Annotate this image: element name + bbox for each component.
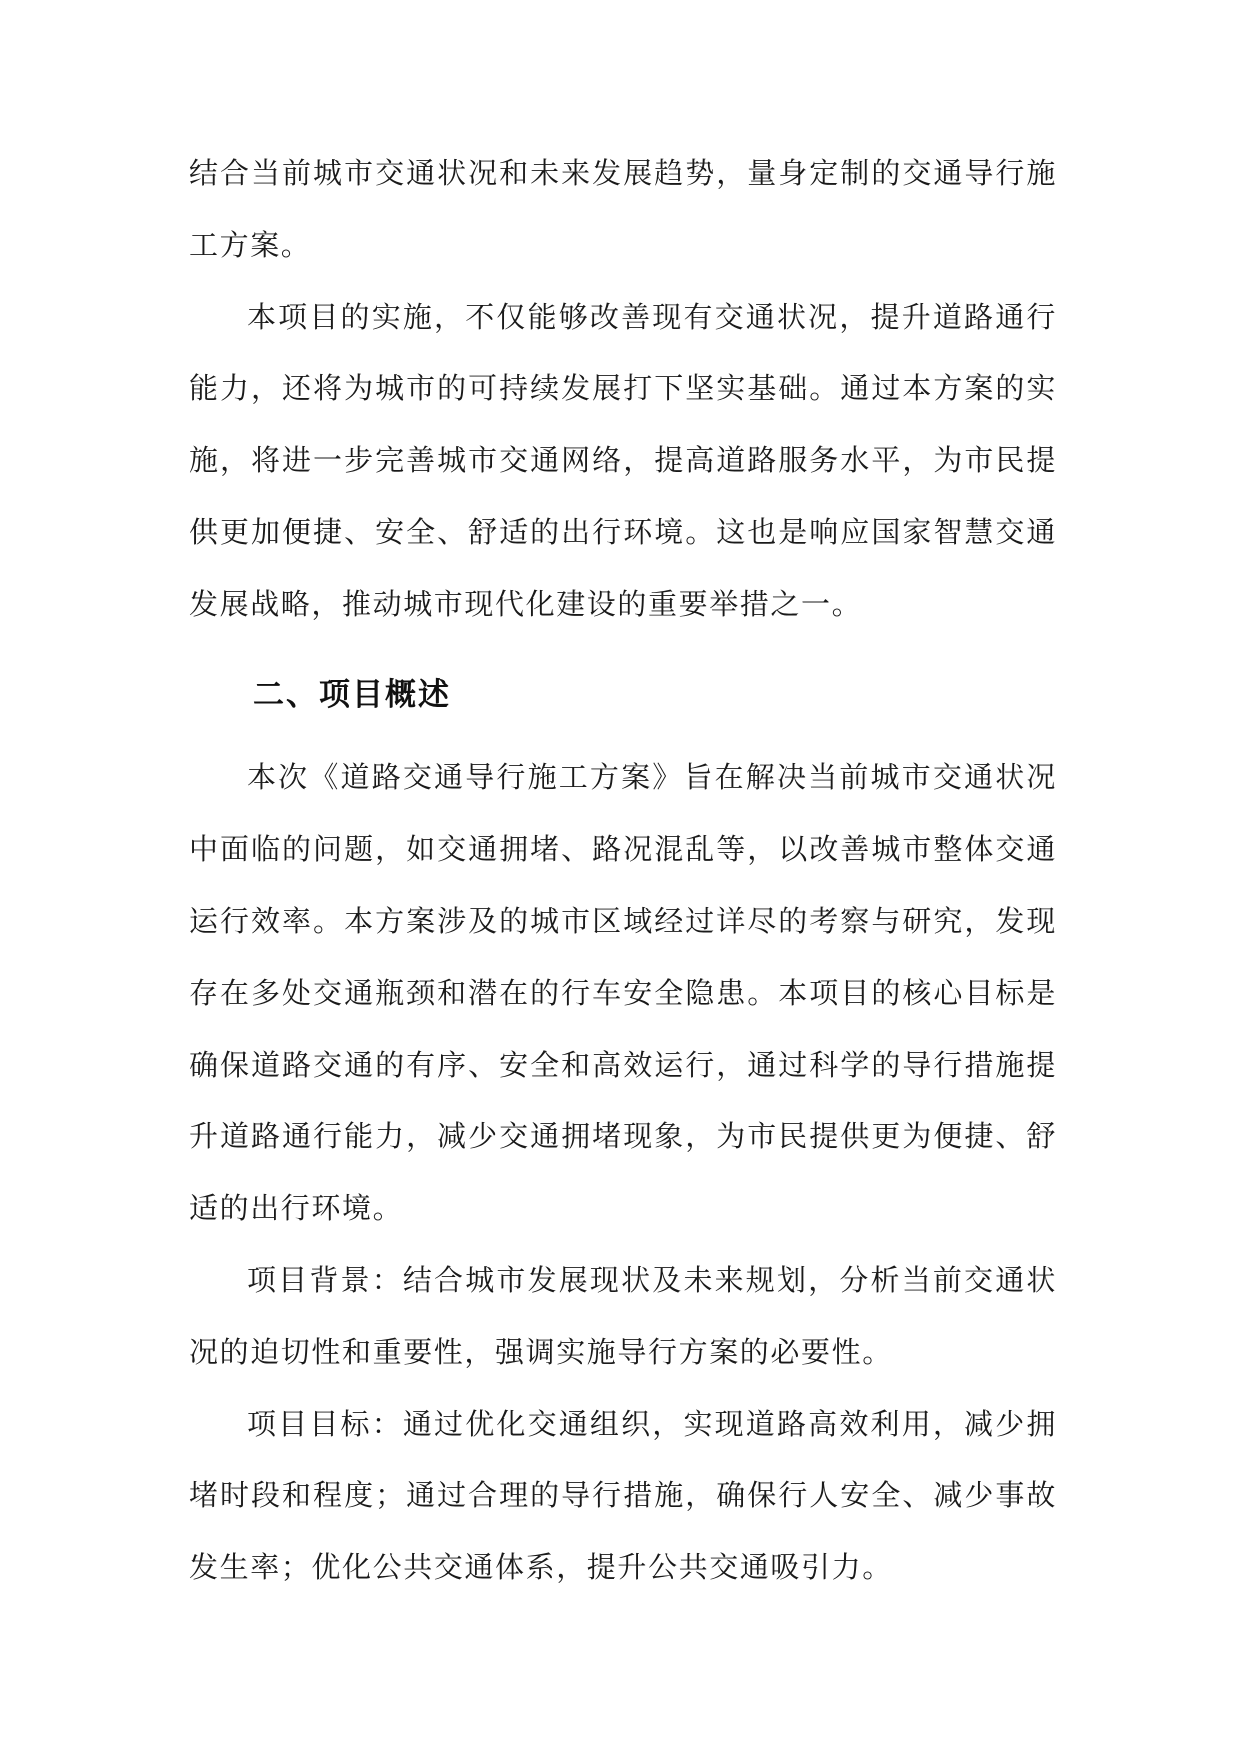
paragraph-continuation: 结合当前城市交通状况和未来发展趋势，量身定制的交通导行施工方案。 <box>189 156 1057 262</box>
paragraph-objectives: 项目目标：通过优化交通组织，实现道路高效利用，减少拥堵时段和程度；通过合理的导行措施，确保行人安全、减少事故发生率；优化公共交通体系，提升公共交通吸引力。 <box>189 1406 1057 1585</box>
paragraph-implementation: 本项目的实施，不仅能够改善现有交通状况，提升道路通行能力，还将为城市的可持续发展打下坚实基础。通过本方案的实施，将进一步完善城市交通网络，提高道路服务水平，为市民提供更加便捷、安全、舒适的出行环境。这也是响应国家智慧交通发展战略，推动城市现代化建设的重要举措之一。 <box>189 299 1057 621</box>
section-heading: 二、项目概述 <box>253 676 451 713</box>
paragraph-overview: 本次《道路交通导行施工方案》旨在解决当前城市交通状况中面临的问题，如交通拥堵、路况混乱等，以改善城市整体交通运行效率。本方案涉及的城市区域经过详尽的考察与研究，发现存在多处交通瓶颈和潜在的行车安全隐患。本项目的核心目标是确保道路交通的有序、安全和高效运行，通过科学的导行措施提升道路通行能力，减少交通拥堵现象，为市民提供更为便捷、舒适的出行环境。 <box>189 760 1057 1226</box>
document-body <box>189 138 1057 1604</box>
paragraph-background: 项目背景：结合城市发展现状及未来规划，分析当前交通状况的迫切性和重要性，强调实施导行方案的必要性。 <box>189 1262 1057 1369</box>
